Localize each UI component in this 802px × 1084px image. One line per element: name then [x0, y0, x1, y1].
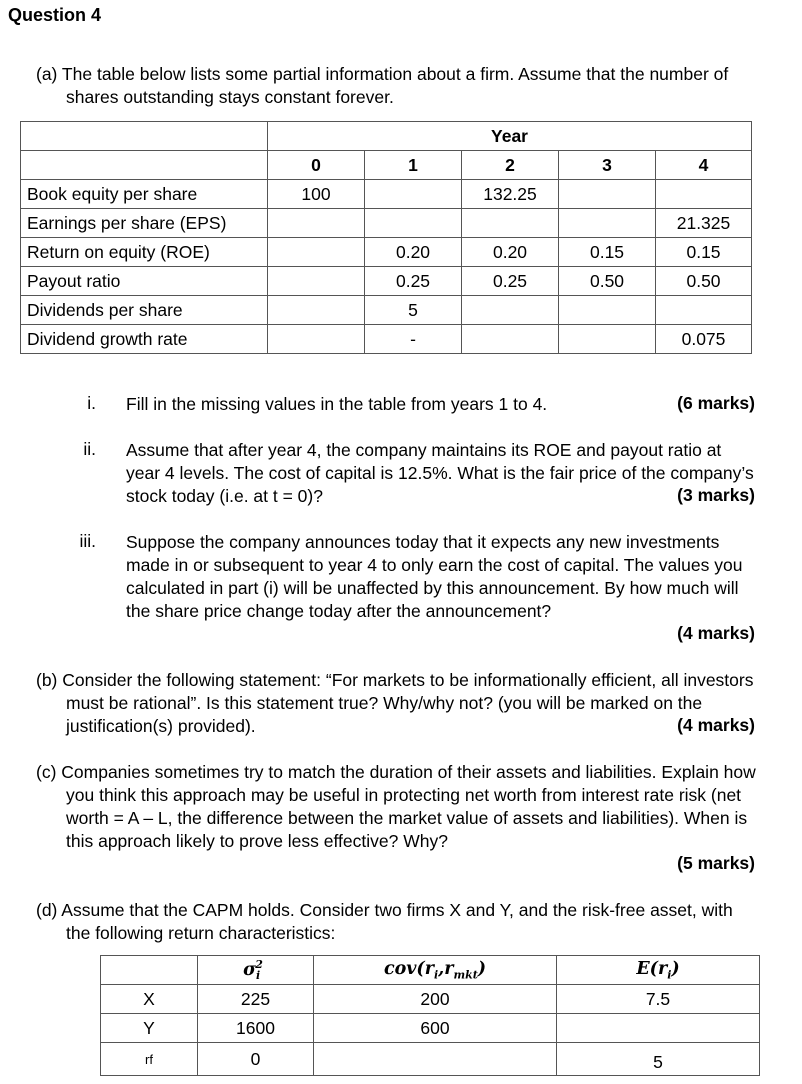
capm-header-row — [101, 956, 760, 985]
variance-header: $\sigma_i^2$ — [198, 956, 314, 985]
table-corner-cell — [21, 151, 268, 180]
cell: 0.50 — [656, 267, 752, 296]
table-row — [101, 985, 760, 1014]
cell — [559, 296, 656, 325]
table-corner-cell — [101, 956, 198, 985]
item-number: i. — [87, 393, 96, 413]
item-text: Suppose the company announces today that it expects any new investments made in or subsequent to year 4 to only earn the cost of capital. The values you calculated in part (i) will be unaffected by this announcement. By how much will the share price change today after the announcement? — [126, 532, 743, 621]
year-1: 1 — [365, 151, 462, 180]
table-row — [21, 325, 752, 354]
cell — [557, 1014, 760, 1043]
cell: 0 — [198, 1043, 314, 1076]
cell — [559, 325, 656, 354]
expected-return-header: $E(r_i)$ — [557, 956, 760, 985]
row-label: Payout ratio — [21, 267, 268, 296]
item-text: Fill in the missing values in the table from years 1 to 4. — [126, 394, 548, 414]
cell: 21.325 — [656, 209, 752, 238]
cell: 0.15 — [656, 238, 752, 267]
year-header: Year — [268, 122, 752, 151]
item-number: ii. — [83, 439, 96, 459]
part-b-text: (b) Consider the following statement: “For markets to be informationally efficient, all investors must be rational”. Is this statement true? Why/why not? (you will be marked on the justification(s) provided). — [36, 670, 754, 736]
capm-table — [100, 955, 760, 1076]
year-3: 3 — [559, 151, 656, 180]
item-number: iii. — [79, 531, 96, 551]
marks-label: (4 marks) — [677, 715, 755, 735]
row-label: Dividend growth rate — [21, 325, 268, 354]
part-a-intro: (a) The table below lists some partial information about a firm. Assume that the number of shares outstanding stays constant forever. — [36, 64, 729, 107]
cell: 0.20 — [462, 238, 559, 267]
part-c — [36, 761, 756, 853]
cell — [559, 209, 656, 238]
marks-label: (5 marks) — [677, 853, 755, 873]
row-label: Y — [101, 1014, 198, 1043]
marks-label: (6 marks) — [677, 393, 755, 413]
firm-data-table — [20, 121, 752, 354]
item-text: Assume that after year 4, the company maintains its ROE and payout ratio at year 4 levels. The cost of capital is 12.5%. What is the fair price of the company’s stock today (i.e. at t = 0)? — [126, 440, 754, 506]
part-b — [36, 669, 756, 738]
cell: 132.25 — [462, 180, 559, 209]
cell: 0.25 — [365, 267, 462, 296]
cell: 0.20 — [365, 238, 462, 267]
part-c-text: (c) Companies sometimes try to match the duration of their assets and liabilities. Explain how you think this approach may be useful in protecting net worth from interest rate risk (net worth = A – L, the difference between the market value of assets and liabilities). When is this approach likely to prove less effective? Why? — [36, 762, 756, 851]
cell: 0.25 — [462, 267, 559, 296]
question-title: Question 4 — [8, 5, 102, 25]
table-row — [21, 180, 752, 209]
cell: 100 — [268, 180, 365, 209]
cell — [365, 180, 462, 209]
table-row — [21, 238, 752, 267]
cell: 5 — [365, 296, 462, 325]
cell — [268, 209, 365, 238]
part-d-text: (d) Assume that the CAPM holds. Consider two firms X and Y, and the risk-free asset, with the following return characteristics: — [36, 900, 733, 943]
part-d — [36, 899, 756, 945]
cell: 5 — [557, 1043, 760, 1076]
table-year-row — [21, 122, 752, 151]
cell: 225 — [198, 985, 314, 1014]
row-label: Book equity per share — [21, 180, 268, 209]
year-2: 2 — [462, 151, 559, 180]
cell: 600 — [314, 1014, 557, 1043]
cell: 0.50 — [559, 267, 656, 296]
table-row — [21, 209, 752, 238]
covariance-header: $cov(r_i,r_{mkt})$ — [314, 956, 557, 985]
cell — [268, 267, 365, 296]
cell — [462, 325, 559, 354]
row-label: rf — [101, 1043, 198, 1076]
table-corner-cell — [21, 122, 268, 151]
table-row — [21, 296, 752, 325]
cell — [656, 180, 752, 209]
row-label: Dividends per share — [21, 296, 268, 325]
cell: 0.15 — [559, 238, 656, 267]
cell — [656, 296, 752, 325]
cell: 7.5 — [557, 985, 760, 1014]
cell — [462, 209, 559, 238]
cell — [462, 296, 559, 325]
table-years-row — [21, 151, 752, 180]
cell — [559, 180, 656, 209]
cell: - — [365, 325, 462, 354]
cell — [268, 296, 365, 325]
marks-label: (4 marks) — [677, 623, 755, 643]
cell — [268, 325, 365, 354]
cell — [314, 1043, 557, 1076]
cell — [268, 238, 365, 267]
marks-label: (3 marks) — [677, 485, 755, 505]
cell — [365, 209, 462, 238]
cell: 0.075 — [656, 325, 752, 354]
cell: 1600 — [198, 1014, 314, 1043]
table-row — [21, 267, 752, 296]
table-row — [101, 1043, 760, 1076]
row-label: Earnings per share (EPS) — [21, 209, 268, 238]
row-label: X — [101, 985, 198, 1014]
row-label: Return on equity (ROE) — [21, 238, 268, 267]
cell: 200 — [314, 985, 557, 1014]
year-4: 4 — [656, 151, 752, 180]
year-0: 0 — [268, 151, 365, 180]
table-row — [101, 1014, 760, 1043]
